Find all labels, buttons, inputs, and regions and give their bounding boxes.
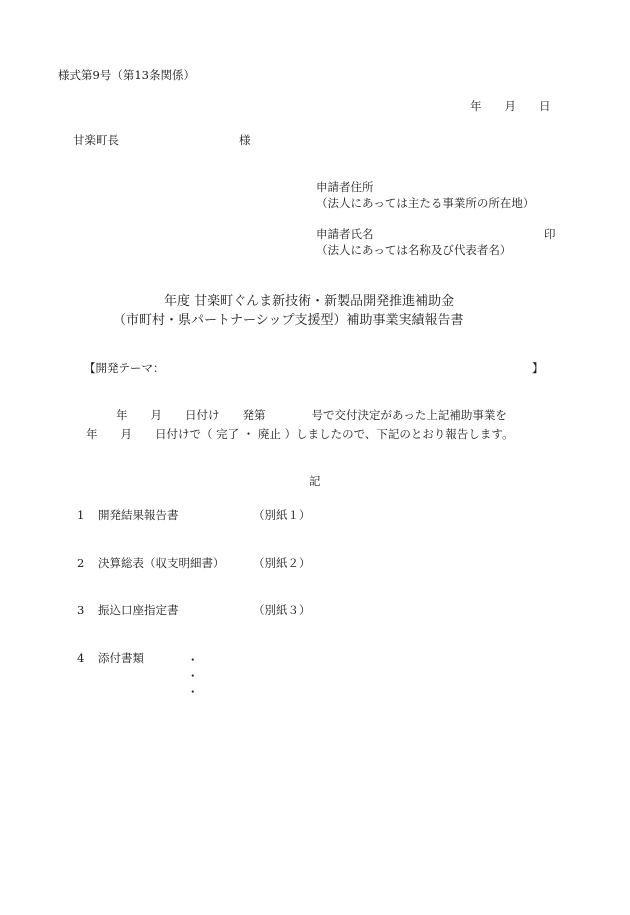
theme-close: 】 <box>532 361 544 375</box>
form-number: 様式第9号（第13条関係） <box>58 68 195 82</box>
ki-heading: 記 <box>309 474 321 488</box>
theme-open: 【開発テーマ： <box>84 361 165 375</box>
applicant-name-label: 申請者氏名 <box>316 227 374 241</box>
item-1-ref: （別紙１） <box>253 508 311 522</box>
item-2-number: 2 <box>77 556 85 570</box>
applicant-address-note: （法人にあっては主たる事業所の所在地） <box>316 196 535 210</box>
item-2-label: 決算総表（収支明細書） <box>98 556 225 570</box>
attachment-bullet: ・ <box>187 685 199 699</box>
attachment-bullet: ・ <box>187 669 199 683</box>
report-title-line1: 年度 甘楽町ぐんま新技術・新製品開発推進補助金 <box>164 294 455 309</box>
item-3-ref: （別紙３） <box>253 603 311 617</box>
addressee-name: 甘楽町長 <box>73 133 119 147</box>
item-2-ref: （別紙２） <box>253 556 311 570</box>
addressee-honorific: 様 <box>239 133 251 147</box>
applicant-address-label: 申請者住所 <box>316 180 374 194</box>
item-4-label: 添付書類 <box>98 651 144 665</box>
body-line1: 年 月 日付け 発第 号で交付決定があった上記補助事業を <box>116 408 507 422</box>
item-1-number: 1 <box>77 508 85 522</box>
report-title-line2: （市町村・県パートナーシップ支援型）補助事業実績報告書 <box>113 313 464 328</box>
body-line2: 年 月 日付けで（ 完了 ・ 廃止 ）しましたので、下記のとおり報告します。 <box>86 427 514 441</box>
item-1-label: 開発結果報告書 <box>98 508 179 522</box>
seal-mark: 印 <box>544 227 556 241</box>
applicant-name-note: （法人にあっては名称及び代表者名） <box>316 243 512 257</box>
date-line: 年 月 日 <box>470 99 551 113</box>
item-4-number: 4 <box>77 651 85 665</box>
attachment-bullet: ・ <box>187 653 199 667</box>
item-3-number: 3 <box>77 603 85 617</box>
item-3-label: 振込口座指定書 <box>98 603 179 617</box>
